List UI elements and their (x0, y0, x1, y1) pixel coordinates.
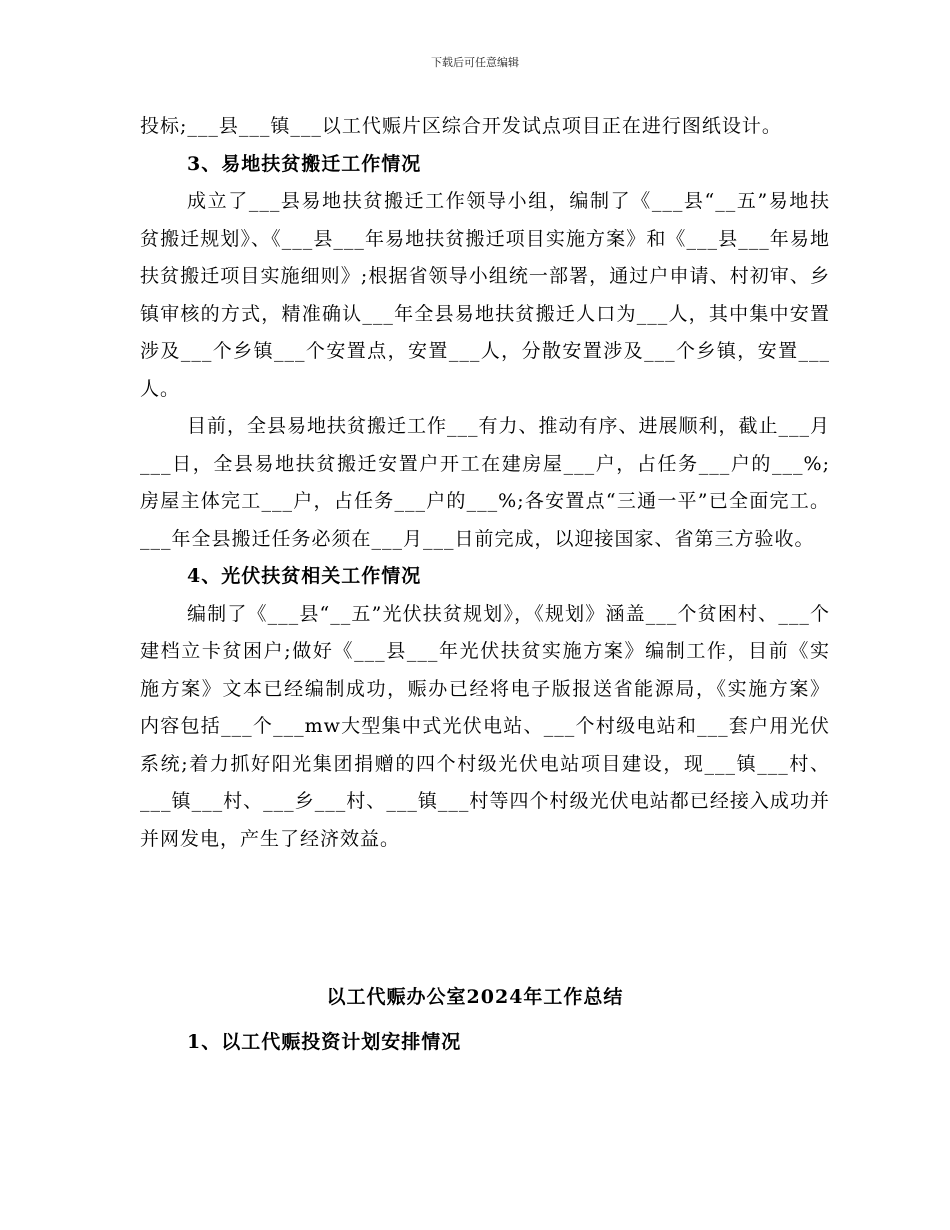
paragraph-photovoltaic: 编制了《___县“__五”光伏扶贫规划》，《规划》涵盖___个贫困村、___个建档立卡贫困户;做好《___县___年光伏扶贫实施方案》编制工作，目前《实施方案》文本已经编制成功，赈办已经将电子版报送省能源局，《实施方案》内容包括___个___mw大型集中式光伏电站、___个村级电站和___套户用光伏系统;着力抓好阳光集团捐赠的四个村级光伏电站项目建设，现___镇___村、___镇___村、___乡___村、___镇___村等四个村级光伏电站都已经接入成功并并网发电，产生了经济效益。 (140, 602, 830, 850)
document-body (140, 108, 830, 858)
paragraph-continuation: 投标;___县___镇___以工代赈片区综合开发试点项目正在进行图纸设计。 (140, 115, 782, 137)
paragraph-relocation-progress: 目前，全县易地扶贫搬迁工作___有力、推动有序、进展顺利，截止___月___日，全县易地扶贫搬迁安置户开工在建房屋___户，占任务___户的___%;房屋主体完工___户，占任务___户的___%;各安置点“三通一平”已全面完工。___年全县搬迁任务必须在___月___日前完成，以迎接国家、省第三方验收。 (140, 415, 831, 550)
heading-relocation: 3、易地扶贫搬迁工作情况 (187, 152, 422, 175)
section-title: 以工代赈办公室2024年工作总结 (326, 986, 624, 1008)
heading-photovoltaic: 4、光伏扶贫相关工作情况 (187, 565, 422, 587)
page-header-note: 下载后可任意编辑 (431, 56, 519, 69)
paragraph-relocation-plan: 成立了___县易地扶贫搬迁工作领导小组，编制了《___县“__五”易地扶贫搬迁规划》、《___县___年易地扶贫搬迁项目实施方案》和《___县___年易地扶贫搬迁项目实施细则》;根据省领导小组统一部署，通过户申请、村初审、乡镇审核的方式，精准确认___年全县易地扶贫搬迁人口为___人，其中集中安置涉及___个乡镇___个安置点，安置___人，分散安置涉及___个乡镇，安置___人。 (140, 190, 830, 400)
subheading-investment-plan: 1、以工代赈投资计划安排情况 (187, 1031, 462, 1053)
